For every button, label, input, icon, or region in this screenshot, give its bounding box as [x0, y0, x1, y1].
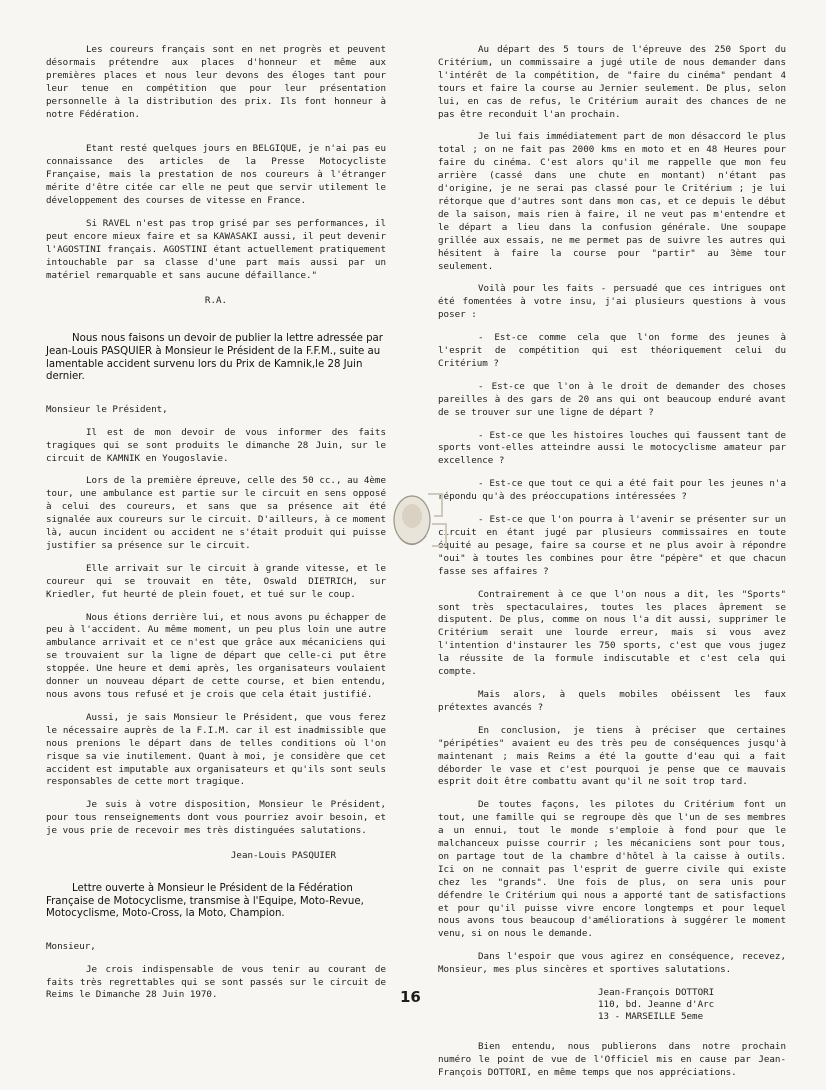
paragraph: Les coureurs français sont en net progrès et peuvent désormais prétendre aux places d'honneur et même aux premières places et nous leur devons des éloges tant pour leur tenue en compétition que pour leur présentation personnelle à la distribution des prix. Ils font honneur à notre Fédération. — [46, 44, 386, 120]
signature-dottori — [598, 987, 786, 1023]
paragraph: Si RAVEL n'est pas trop grisé par ses performances, il peut encore mieux faire et sa KAWASAKI aussi, il peut devenir l'AGOSTINI français. AGOSTINI étant actuellement pratiquement intouchable par sa classe d'une part mais aussi par un matériel remarquable et sans aucune défaillance." — [46, 217, 386, 281]
question: - Est-ce que l'on à le droit de demander des choses pareilles à des gars de 20 ans qui ont beaucoup enduré avant de se trouver sur une ligne de départ ? — [438, 380, 786, 418]
paragraph: Je suis à votre disposition, Monsieur le Président, pour tous renseignements dont vous pourriez avoir besoin, et je vous prie de recevoir mes très distinguées salutations. — [46, 799, 386, 837]
question: - Est-ce que les histoires louches qui faussent tant de sports vont-elles atteindre aussi le motocyclisme amateur par excellence ? — [438, 429, 786, 467]
salutation: Monsieur, — [46, 940, 96, 952]
question: - Est-ce comme cela que l'on forme des jeunes à l'esprit de compétition qui est théoriquement celui du Critérium ? — [438, 332, 786, 369]
paragraph: Je lui fais immédiatement part de mon désaccord le plus total ; on ne fait pas 2000 kms en moto et en 48 Heures pour faire du cinéma. C'est alors qu'il me rappelle que mon feu arrière (cassé dans une chute en montant) n'étant pas d'origine, je ne serai pas classé pour le Critérium ; je lui rétorque que d'autres sont dans mon cas, et ce depuis le début de la saison, mais rien à faire, il ne veut pas m'entendre et le départ a lieu dans la confusion générale. Une soupape grillée aux essais, ne me permet pas de suivre les autres qui hésitent à faire la course pour "partir" au 3ème tour seulement. — [438, 131, 786, 272]
letter-heading: Nous nous faisons un devoir de publier la lettre adressée par Jean-Louis PASQUIER à Monsieur le Président de la F.F.M., suite au lamentable accident survenu lors du Prix de Kamnik,le 28 Juin dernier. — [46, 333, 383, 383]
open-letter-heading: Lettre ouverte à Monsieur le Président de la Fédération Française de Motocyclisme, transmise à l'Equipe, Moto-Revue, Motocyclisme, Moto-Cross, la Moto, Champion. — [46, 882, 364, 920]
question: - Est-ce que l'on pourra à l'avenir se présenter sur un circuit en étant jugé par plusieurs commissaires en toute équité au pesage, faire sa course et ne plus avoir à répondre "oui" à toutes les combines pour être "pépère" et que chacun fasse ses affaires ? — [438, 514, 786, 577]
paragraph: Il est de mon devoir de vous informer des faits tragiques qui se sont produits le dimanche 28 Juin, sur le circuit de KAMNIK en Yougoslavie. — [46, 426, 386, 464]
paragraph: Voilà pour les faits - persuadé que ces intrigues ont été fomentées à votre insu, j'ai plusieurs questions à vous poser : — [438, 283, 786, 321]
right-column — [438, 44, 786, 1090]
paragraph: Mais alors, à quels mobiles obéissent les faux prétextes avancés ? — [438, 688, 786, 713]
left-column — [46, 44, 386, 1012]
paragraph: Contrairement à ce que l'on nous a dit, les "Sports" sont très spectaculaires, toutes les places âprement se disputent. De plus, comme on nous l'a dit aussi, supprimer le Critérium serait une lourde erreur, mais si vous avez l'intention d'instaurer les 750 sports, c'est que vous jugez la réussite de la formule indiscutable et c'est cela qui compte. — [438, 588, 786, 678]
signature-name: Jean-François DOTTORI — [598, 987, 715, 999]
paragraph: En conclusion, je tiens à préciser que certaines "péripéties" avaient eu des très peu de conséquences jusqu'à maintenant ; mais Reims a été la goutte d'eau qui a fait déborder le vase et c'est pourquoi je pense que ce mauvais esprit doit être combattu avant qu'il ne soit trop tard. — [438, 724, 786, 788]
editor-note: Bien entendu, nous publierons dans notre prochain numéro le point de vue de l'Officiel mis en cause par Jean-François DOTTORI, en même temps que nos appréciations. — [438, 1041, 786, 1078]
helmet-emblem-icon — [382, 476, 454, 566]
paragraph: Aussi, je sais Monsieur le Président, que vous ferez le nécessaire auprès de la F.I.M. car il est inadmissible que nous prenions le départ dans de telles conditions où l'on risque sa vie inutilement. Quant à moi, je considère que cet accident est imputable aux organisateurs et qu'ils sont seuls responsables de cette mort tragique. — [46, 711, 386, 788]
question: - Est-ce que tout ce qui a été fait pour les jeunes n'a répondu qu'à des préoccupations intéressées ? — [438, 478, 786, 503]
paragraph: Au départ des 5 tours de l'épreuve des 250 Sport du Critérium, un commissaire a jugé utile de nous demander dans l'intérêt de la compétition, de "faire du cinéma" pendant 4 tours et faire la course au Jernier seulement. De plus, selon lui, en cas de refus, le Critérium aurait des chances de ne pas être reconduit l'an prochain. — [438, 44, 786, 120]
paragraph: Nous étions derrière lui, et nous avons pu échapper de peu à l'accident. Au même moment, un peu plus loin une autre ambulance arrivait et ce n'est que grâce aux mécaniciens qui se trouvaient sur la ligne de départ que celle-ci put être stoppée. Une heure et demi après, les organisateurs voulaient donner un nouveau départ de cette course, et bien entendu, nous avons tous refusé et je crois que cela était justifié. — [46, 611, 386, 700]
page-number: 16 — [400, 988, 421, 1006]
salutation: Monsieur le Président, — [46, 403, 168, 415]
signature-address-line: 13 - MARSEILLE 5eme — [598, 1011, 704, 1023]
paragraph: Je crois indispensable de vous tenir au courant de faits très regrettables qui se sont passés sur le circuit de Reims le Dimanche 28 Juin 1970. — [46, 963, 386, 1001]
signature-pasquier: Jean-Louis PASQUIER — [230, 850, 336, 862]
paragraph: De toutes façons, les pilotes du Critérium font un tout, une famille qui se regroupe dès que l'un de ses membres a un ennui, tout le monde s'emploie à fond pour que le malchanceux puisse courrir ; les mécaniciens sont pour tous, on partage tout de la chambre d'hôtel à la caisse à outils. Ici on ne connait pas l'esprit de guerre civile qui existe chez les "grands". Une fois de plus, on sera unis pour défendre le Critérium qui nous a apporté tant de satisfactions et pour qu'il puisse vivre encore longtemps et pour lequel nous avons tous beaucoup d'améliorations à suggérer le moment venu, si on nous le demande. — [438, 799, 786, 940]
paragraph: Lors de la première épreuve, celle des 50 cc., au 4ème tour, une ambulance est partie sur le circuit en sens opposé à celui des coureurs, et sans que sa présence ait été signalée aux coureurs sur le circuit. D'ailleurs, à ce moment là, aucun incident ou accident ne s'était produit qui puisse justifier sa présence sur le circuit. — [46, 475, 386, 551]
signature-address-line: 110, bd. Jeanne d'Arc — [598, 999, 715, 1011]
paragraph: Etant resté quelques jours en BELGIQUE, je n'ai pas eu connaissance des articles de la Presse Motocycliste Française, mais la prestation de nos coureurs à l'étranger mérite d'être citée car elle ne peut que servir utilement le développement des courses de vitesse en France. — [46, 143, 386, 207]
signature-ra: R.A. — [204, 294, 228, 306]
paragraph: Elle arrivait sur le circuit à grande vitesse, et le coureur qui se trouvait en tête, Oswald DIETRICH, sur Kriedler, fut heurté de plein fouet, et tué sur le coup. — [46, 562, 386, 600]
paragraph: Dans l'espoir que vous agirez en conséquence, recevez, Monsieur, mes plus sincères et sportives salutations. — [438, 951, 786, 976]
